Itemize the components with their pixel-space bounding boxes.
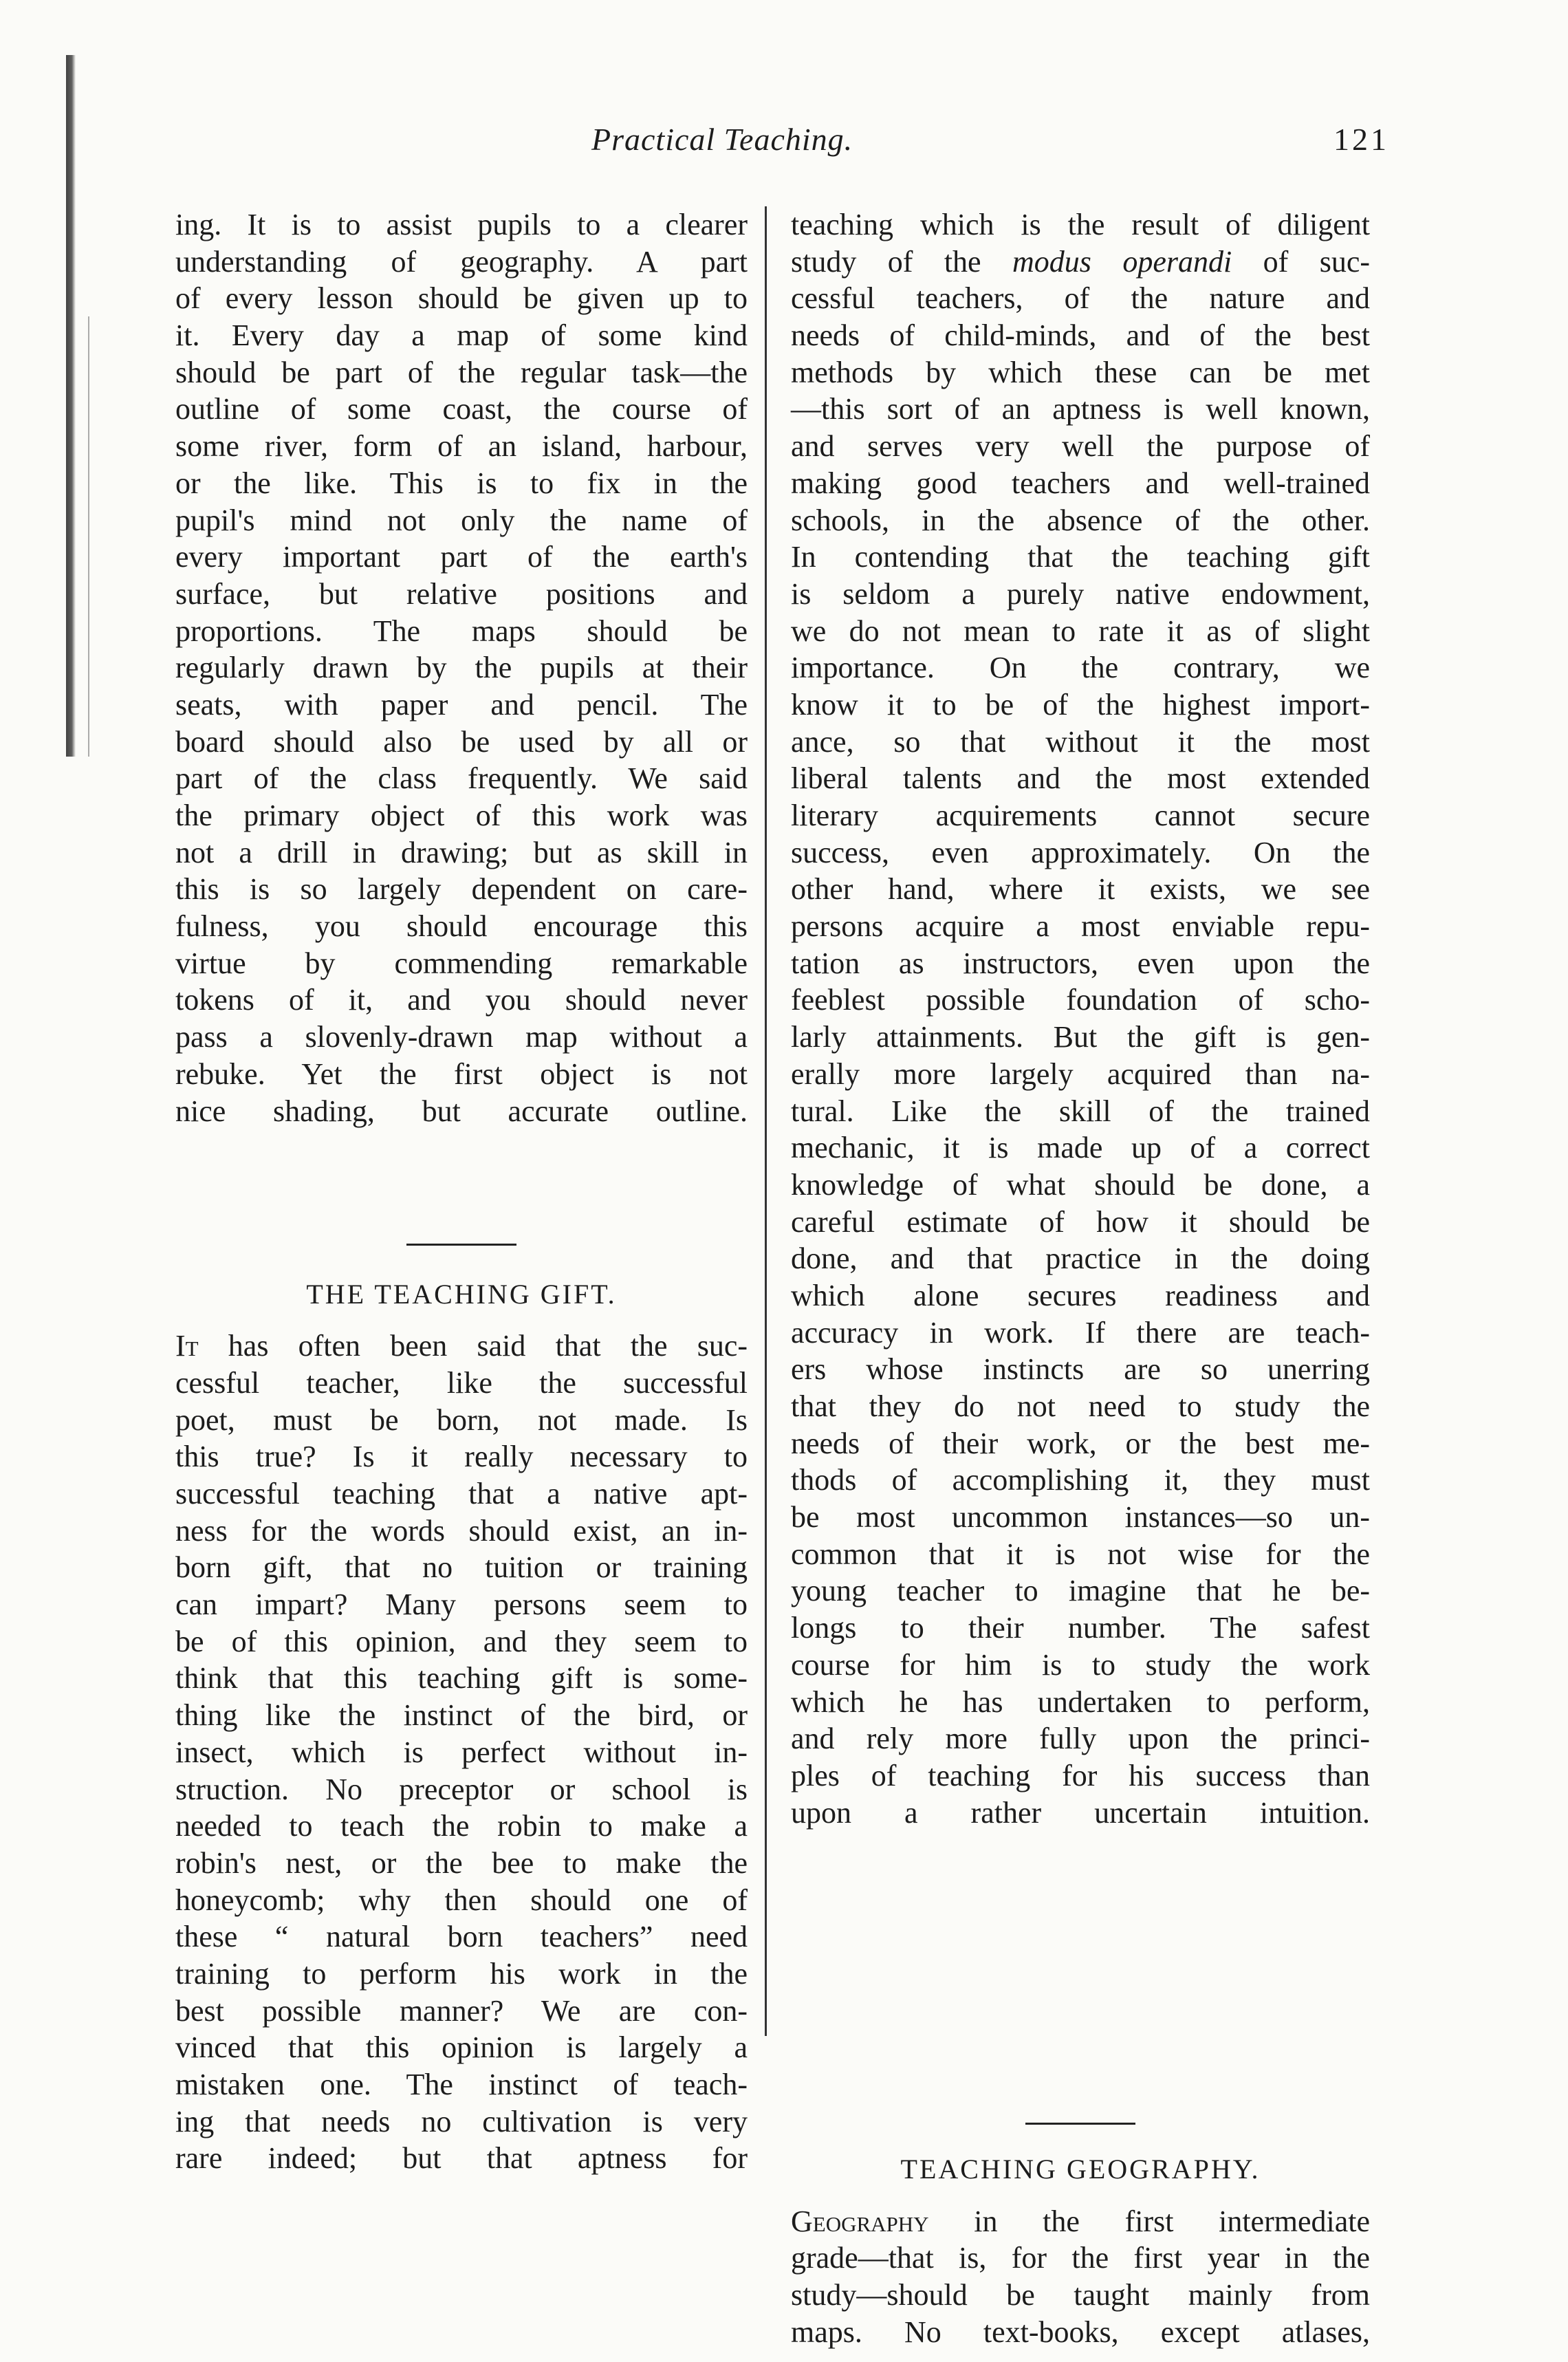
text-line: best possible manner? We are con-: [175, 1993, 748, 2028]
text-line: virtue by commending remarkable: [175, 946, 748, 980]
text-line: [175, 2325, 748, 2362]
text-line: —this sort of an aptness is well known,: [791, 392, 1370, 426]
text-line: persons acquire a most enviable repu-: [791, 909, 1370, 944]
text-line: [791, 1942, 1370, 1979]
text-line: struction. No preceptor or school is: [175, 1772, 748, 1806]
text-line: importance. On the contrary, we: [791, 651, 1370, 685]
text-line: maps. No text-books, except atlases,: [791, 2315, 1370, 2349]
text-line: done, and that practice in the doing: [791, 1242, 1370, 1276]
text-line: needed to teach the robin to make a: [175, 1809, 748, 1843]
page-number: 121: [1333, 122, 1389, 157]
text-line: and serves very well the purpose of: [791, 429, 1370, 464]
text-line: study—should be taught mainly from: [791, 2278, 1370, 2312]
text-line: schools, in the absence of the other.: [791, 503, 1370, 537]
text-line: part of the class frequently. We said: [175, 761, 748, 796]
text-line: accuracy in work. If there are teach-: [791, 1315, 1370, 1350]
text-line: [175, 2214, 748, 2251]
text-line: [791, 2052, 1370, 2090]
text-line: surface, but relative positions and: [175, 576, 748, 611]
text-line: born gift, that no tuition or training: [175, 1550, 748, 1585]
text-line: vinced that this opinion is largely a: [175, 2030, 748, 2065]
text-line: [175, 1167, 748, 1204]
text-line: [175, 1129, 748, 1167]
text-line: knowledge of what should be done, a: [791, 1167, 1370, 1202]
text-line: be most uncommon instances—so un-: [791, 1500, 1370, 1535]
text-line: robin's nest, or the bee to make the: [175, 1845, 748, 1880]
text-line: board should also be used by all or: [175, 724, 748, 759]
text-line: we do not mean to rate it as of slight: [791, 614, 1370, 648]
text-line: careful estimate of how it should be: [791, 1204, 1370, 1239]
running-head: [591, 121, 1389, 169]
text-line: needs of their work, or the best me-: [791, 1426, 1370, 1460]
text-line-rest: in the first intermediate: [974, 2204, 1371, 2238]
text-line: can impart? Many persons seem to: [175, 1588, 748, 1622]
drop-word: It: [175, 1329, 199, 1363]
text-line: regularly drawn by the pupils at their: [175, 651, 748, 685]
text-line: ers whose instincts are so unerring: [791, 1352, 1370, 1387]
text-line: think that this teaching gift is some-: [175, 1661, 748, 1695]
text-line: seats, with paper and pencil. The: [175, 687, 748, 722]
text-line: longs to their number. The safest: [791, 1611, 1370, 1645]
text-line: fulness, you should encourage this: [175, 909, 748, 944]
text-line: teaching which is the result of diligent: [791, 208, 1370, 241]
text-line: literary acquirements cannot secure: [791, 799, 1370, 832]
text-line: training to perform his work in the: [175, 1956, 748, 1991]
text-line: ing. It is to assist pupils to a clearer: [175, 208, 748, 241]
text-line: be of this opinion, and they seem to: [175, 1624, 748, 1658]
text-line: rare indeed; but that aptness for: [175, 2141, 748, 2176]
text-line: mistaken one. The instinct of teach-: [175, 2068, 748, 2101]
text-line: which he has undertaken to perform,: [791, 1684, 1370, 1719]
text-line: this true? Is it really necessary to: [175, 1440, 748, 1474]
text-line: insect, which is perfect without in-: [175, 1735, 748, 1769]
text-line: ing that needs no cultivation is very: [175, 2104, 748, 2138]
text-line: [175, 2177, 748, 2214]
text-line: young teacher to imagine that he be-: [791, 1574, 1370, 1608]
column-divider: [765, 206, 767, 2036]
left-column: [175, 206, 748, 2362]
text-line: grade—that is, for the first year in the: [791, 2241, 1370, 2275]
drop-word: Geography: [791, 2204, 929, 2238]
text-line: successful teaching that a native apt-: [175, 1477, 748, 1510]
text-line: honeycomb; why then should one of: [175, 1883, 748, 1917]
text-line-start: study of the: [791, 244, 981, 279]
text-line: cessful teacher, like the successful: [175, 1365, 748, 1400]
text-line: [791, 1831, 1370, 1868]
text-line: making good teachers and well-trained: [791, 466, 1370, 500]
text-line: or the like. This is to fix in the: [175, 466, 748, 500]
text-line: every important part of the earth's: [175, 540, 748, 574]
text-line: cessful teachers, of the nature and: [791, 281, 1370, 316]
text-line: methods by which these can be met: [791, 355, 1370, 389]
text-line: In contending that the teaching gift: [791, 540, 1370, 574]
text-line: thods of accomplishing it, they must: [791, 1463, 1370, 1497]
text-line: thing like the instinct of the bird, or: [175, 1698, 748, 1733]
right-column: [791, 206, 1370, 2351]
text-line: upon a rather uncertain intuition.: [791, 1795, 1370, 1830]
text-line: ness for the words should exist, an in-: [175, 1513, 748, 1548]
text-line: not a drill in drawing; but as skill in: [175, 835, 748, 869]
text-line: understanding of geography. A part: [175, 244, 748, 279]
text-line: nice shading, but accurate outline.: [175, 1094, 748, 1128]
text-line: these “ natural born teachers” need: [175, 1920, 748, 1954]
text-line: tokens of it, and you should never: [175, 983, 748, 1017]
text-line: should be part of the regular task—the: [175, 355, 748, 389]
text-line: liberal talents and the most extended: [791, 761, 1370, 796]
text-line-rest: has often been said that the suc-: [228, 1329, 748, 1363]
text-line: some river, form of an island, harbour,: [175, 429, 748, 464]
text-line: [175, 2288, 748, 2325]
text-line: this is so largely dependent on care-: [175, 872, 748, 907]
text-line: [791, 2016, 1370, 2053]
text-line: [175, 1328, 748, 1365]
text-line: it. Every day a map of some kind: [175, 318, 748, 353]
text-line: poet, must be born, not made. Is: [175, 1402, 748, 1437]
text-line: [791, 2203, 1370, 2240]
margin-scan-mark: [66, 55, 76, 757]
text-line: which alone secures readiness and: [791, 1278, 1370, 1312]
margin-scan-mark-secondary: [88, 316, 89, 757]
text-line: tural. Like the skill of the trained: [791, 1094, 1370, 1128]
running-title: Practical Teaching.: [591, 122, 853, 157]
text-line: [175, 2251, 748, 2288]
text-line: the primary object of this work was: [175, 799, 748, 832]
text-line: other hand, where it exists, we see: [791, 872, 1370, 907]
text-line: pass a slovenly-drawn map without a: [175, 1020, 748, 1054]
text-line: mechanic, it is made up of a correct: [791, 1131, 1370, 1165]
text-line: of every lesson should be given up to: [175, 281, 748, 316]
text-line: proportions. The maps should be: [175, 614, 748, 648]
text-line: is seldom a purely native endowment,: [791, 576, 1370, 611]
text-line-end: of suc-: [1263, 244, 1371, 279]
section-heading: THE TEACHING GIFT.: [306, 1278, 617, 1310]
text-line: success, even approximately. On the: [791, 835, 1370, 869]
italic-phrase: modus operandi: [1012, 244, 1232, 279]
text-line: course for him is to study the work: [791, 1647, 1370, 1682]
text-line: ance, so that without it the most: [791, 724, 1370, 759]
section-heading: TEACHING GEOGRAPHY.: [900, 2154, 1261, 2185]
text-line: pupil's mind not only the name of: [175, 503, 748, 537]
text-line: [791, 243, 1370, 281]
text-line: outline of some coast, the course of: [175, 392, 748, 426]
text-line: [791, 1868, 1370, 1905]
text-line: know it to be of the highest import-: [791, 687, 1370, 722]
text-line: [791, 1979, 1370, 2016]
text-line: [791, 1905, 1370, 1942]
text-line: larly attainments. But the gift is gen-: [791, 1020, 1370, 1054]
text-line: erally more largely acquired than na-: [791, 1057, 1370, 1091]
text-line: ples of teaching for his success than: [791, 1758, 1370, 1792]
text-line: needs of child-minds, and of the best: [791, 318, 1370, 353]
text-line: rebuke. Yet the first object is not: [175, 1057, 748, 1091]
text-line: and rely more fully upon the princi-: [791, 1722, 1370, 1756]
text-line: that they do not need to study the: [791, 1389, 1370, 1423]
text-line: common that it is not wise for the: [791, 1537, 1370, 1571]
text-line: tation as instructors, even upon the: [791, 946, 1370, 980]
text-line: feeblest possible foundation of scho-: [791, 983, 1370, 1017]
